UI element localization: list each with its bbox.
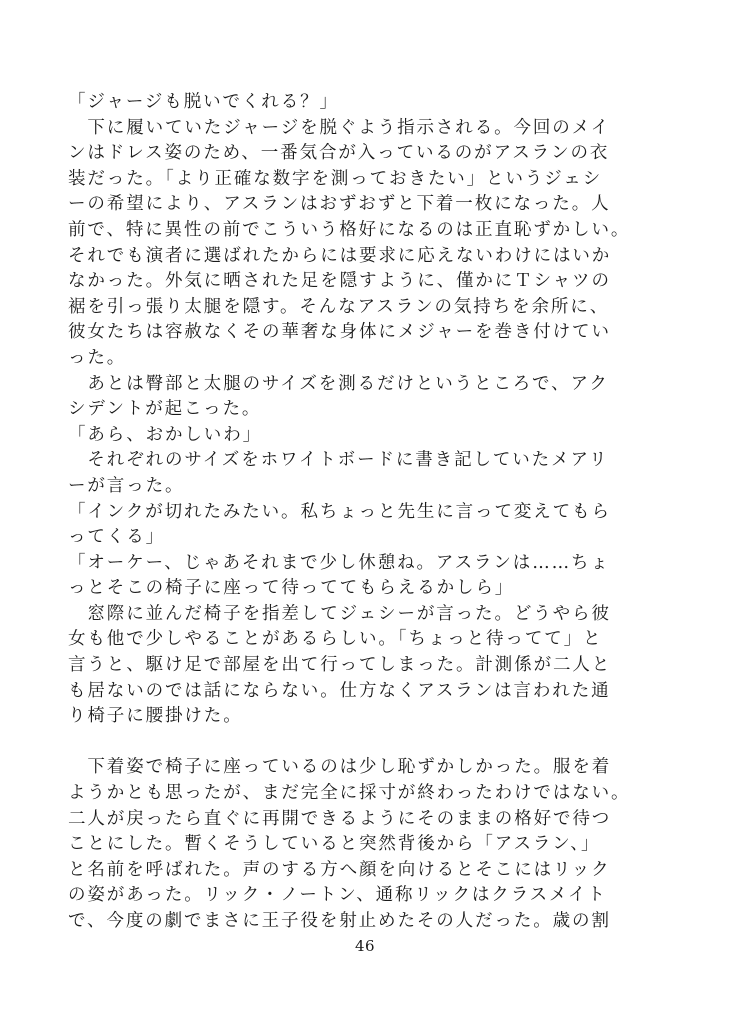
text-line: あとは臀部と太腿のサイズを測るだけというところで、アク [68, 373, 609, 394]
text-line: ーが言った。 [68, 475, 185, 496]
text-line: の姿があった。リック・ノートン、通称リックはクラスメイト [68, 885, 607, 906]
text-line: 「あら、おかしいわ」 [68, 424, 262, 445]
text-line: 「インクが切れたみたい。私ちょっと先生に言って変えてもら [68, 501, 611, 522]
text-line: それぞれのサイズをホワイトボードに書き記していたメアリ [68, 450, 609, 471]
text-line: シデントが起こった。 [68, 399, 262, 420]
page-number: 46 [354, 937, 376, 955]
text-line: それでも演者に選ばれたからには要求に応えないわけにはいか [68, 245, 612, 266]
text-line: り椅子に腰掛けた。 [68, 706, 243, 727]
text-line: なかった。外気に晒された足を隠すように、僅かにＴシャツの [68, 271, 611, 292]
body-text [68, 90, 668, 935]
text-line: 下着姿で椅子に座っているのは少し恥ずかしかった。服を着 [68, 757, 612, 778]
text-line: ことにした。暫くそうしていると突然背後から「アスラン、」 [68, 834, 601, 855]
text-line: と名前を呼ばれた。声のする方へ顔を向けるとそこにはリック [68, 859, 611, 880]
text-line: 下に履いていたジャージを脱ぐよう指示される。今回のメイ [68, 117, 611, 138]
text-line: 裾を引っ張り太腿を隠す。そんなアスランの気持ちを余所に、 [68, 296, 610, 317]
text-line: 二人が戻ったら直ぐに再開できるようにそのままの格好で待つ [68, 808, 612, 829]
text-line: 装だった。「より正確な数字を測っておきたい」というジェシ [68, 168, 603, 189]
text-line: 「ジャージも脱いでくれる？」 [68, 92, 339, 112]
text-line: 前で、特に異性の前でこういう格好になるのは正直恥ずかしい。 [68, 219, 631, 240]
text-line: ンはドレス姿のため、一番気合が入っているのがアスランの衣 [68, 143, 610, 164]
text-line: も居ないのでは話にならない。仕方なくアスランは言われた通 [68, 680, 611, 701]
text-line: 女も他で少しやることがあるらしい。「ちょっと待ってて」と [68, 629, 603, 650]
text-line: っとそこの椅子に座って待っててもらえるかしら」 [68, 578, 515, 599]
text-line: で、今度の劇でまさに王子役を射止めたその人だった。歳の割 [68, 911, 611, 931]
text-line: 「オーケー、じゃあそれまで少し休憩ね。アスランは……ちょ [68, 552, 610, 573]
text-line: ーの希望により、アスランはおずおずと下着一枚になった。人 [68, 194, 611, 215]
text-line: った。 [68, 347, 127, 368]
text-line: 彼女たちは容赦なくその華奢な身体にメジャーを巻き付けてい [68, 322, 611, 343]
text-line: 言うと、駆け足で部屋を出て行ってしまった。計測係が二人と [68, 655, 612, 676]
text-line: ってくる」 [68, 527, 165, 548]
text-line: 窓際に並んだ椅子を指差してジェシーが言った。どうやら彼 [68, 603, 611, 624]
blank-line [68, 730, 668, 756]
text-line: ようかとも思ったが、まだ完全に採寸が終わったわけではない。 [68, 783, 631, 804]
